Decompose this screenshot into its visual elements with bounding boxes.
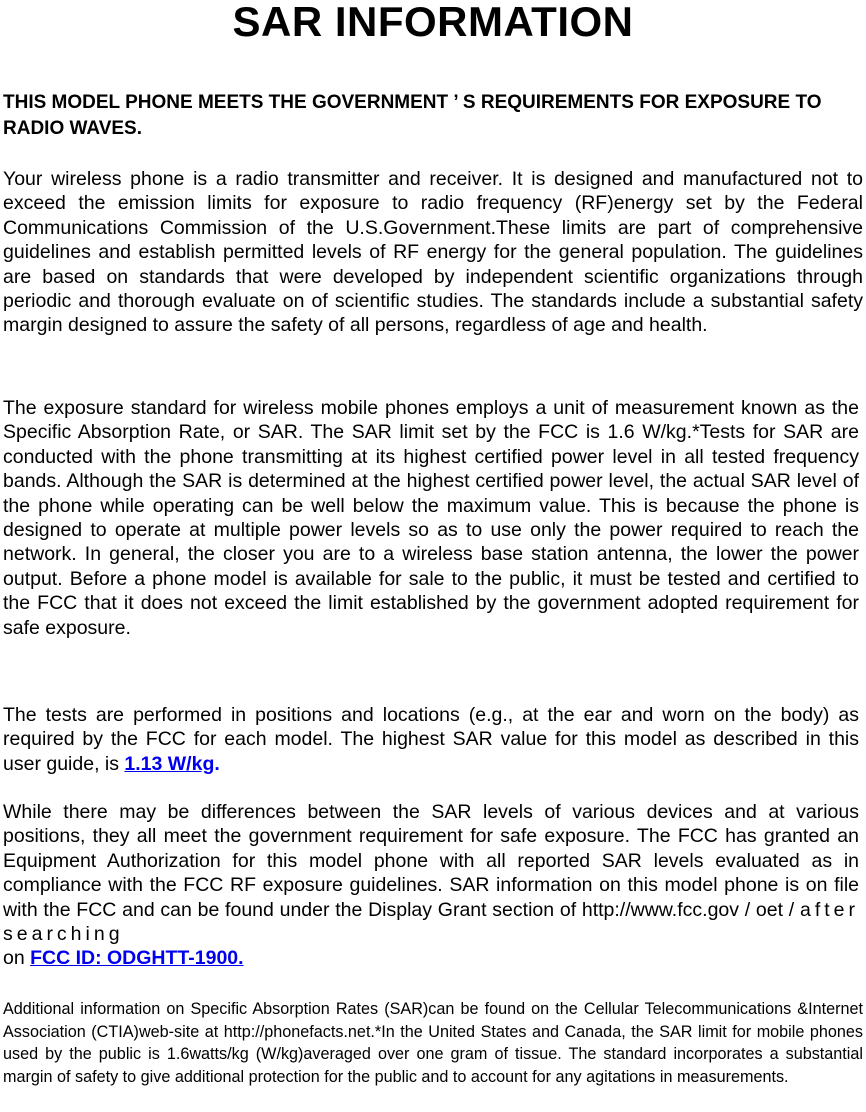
fcc-id-link[interactable]: FCC ID: ODGHTT-1900. xyxy=(30,947,244,970)
paragraph-transmitter: Your wireless phone is a radio transmitter and receiver. It is designed and manufactured not to exceed the emission limits for exposure to radio frequency (RF)energy set by the Federal Communications Commission of the U.S.Government.These limits are part of comprehensive guidelines and establish permitted levels of RF energy for the general population. The guidelines are based on standards that were developed by independent scientific organizations through periodic and thorough evaluate on of scientific studies. The standards include a substantial safety margin designed to assure the safety of all persons, regardless of age and health. xyxy=(3,168,863,337)
paragraph-additional-info: Additional information on Specific Absorption Rates (SAR)can be found on the Cellular Telecommunications &Internet Association (CTIA)web-site at http://phonefacts.net.*In the United States and Canada, the SAR limit for mobile phones used by the public is 1.6watts/kg (W/kg)averaged over one gram of tissue. The standard incorporates a substantial margin of safety to give additional protection for the public and to account for any agitations in measurements. xyxy=(3,1000,863,1086)
sar-value-period: . xyxy=(214,752,220,775)
page-title: SAR INFORMATION xyxy=(232,0,634,45)
sar-value-link[interactable]: 1.13 W/kg xyxy=(124,752,215,775)
on-text: on xyxy=(3,947,31,970)
authorization-text: While there may be differences between the SAR levels of various devices and at various positions, they all meet the government requirement for safe exposure. The FCC has granted an Equipment Authorization for this model phone with all reported SAR levels evaluated as in compliance with the FCC RF exposure guidelines. SAR information on this model phone is on file with the FCC and can be found under the Display Grant section of http://www.fcc.gov / oet / xyxy=(3,801,859,921)
requirements-heading: THIS MODEL PHONE MEETS THE GOVERNMENT ’ S REQUIREMENTS FOR EXPOSURE TO RADIO WAVES. xyxy=(3,92,822,139)
paragraph-tests xyxy=(3,703,859,776)
paragraph-fcc-authorization xyxy=(3,800,859,971)
tests-text: The tests are performed in positions and locations (e.g., at the ear and worn on the body) as required by the FCC for each model. The highest SAR value for this model as described in this user guide, is xyxy=(3,704,859,775)
paragraph-exposure-standard: The exposure standard for wireless mobile phones employs a unit of measurement known as the Specific Absorption Rate, or SAR. The SAR limit set by the FCC is 1.6 W/kg.*Tests for SAR are conducted with the phone transmitting at its highest certified power level in all tested frequency bands. Although the SAR is determined at the highest certified power level, the actual SAR level of the phone while operating can be well below the maximum value. This is because the phone is designed to operate at multiple power levels so as to use only the power required to reach the network. In general, the closer you are to a wireless base station antenna, the lower the power output. Before a phone model is available for sale to the public, it must be tested and certified to the FCC that it does not exceed the limit established by the government adopted requirement for safe exposure. xyxy=(3,397,859,639)
after-searching-text: after searching xyxy=(3,898,859,946)
